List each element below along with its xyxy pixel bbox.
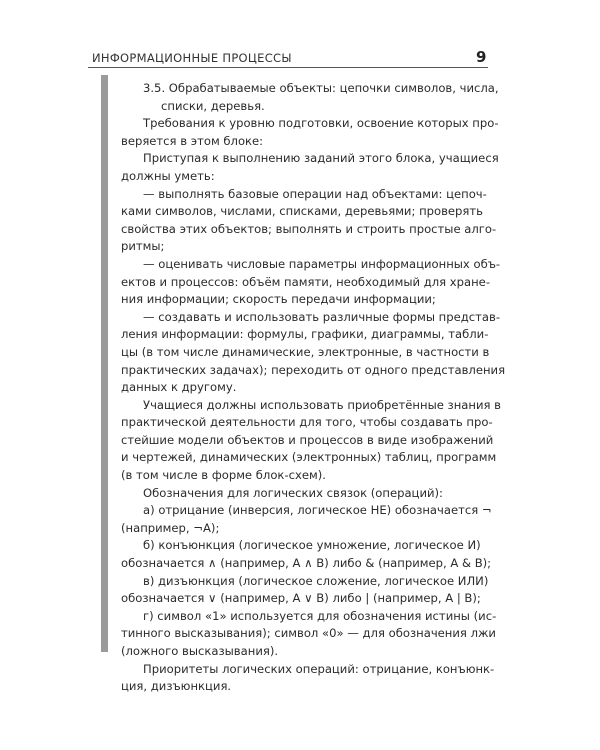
body-text: [121, 80, 506, 696]
text-line: ления информации: формулы, графики, диаграммы, табли-: [121, 327, 489, 342]
text-line: должны уметь:: [121, 168, 215, 183]
text-line: обозначается ∧ (например, А ∧ В) либо & (например, А & В);: [121, 556, 492, 571]
text-line: в) дизъюнкция (логическое сложение, логическое ИЛИ): [143, 573, 489, 588]
text-line: Учащиеся должны использовать приобретённые знания в: [143, 397, 502, 412]
running-header-title: ИНФОРМАЦИОННЫЕ ПРОЦЕССЫ: [92, 51, 292, 65]
header-divider: [88, 67, 488, 68]
text-line: обозначается ∨ (например, А ∨ В) либо | (например, А | В);: [121, 591, 481, 606]
text-line: (в том числе в форме блок-схем).: [121, 468, 326, 483]
text-line: — оценивать числовые параметры информационных объ-: [143, 256, 501, 271]
text-line: ритмы;: [121, 239, 165, 254]
text-line: ками символов, числами, списками, деревьями; проверять: [121, 204, 483, 219]
text-line: ция, дизъюнкция.: [121, 679, 232, 694]
margin-bar: [101, 75, 108, 652]
text-line: Приоритеты логических операций: отрицание, конъюнк-: [143, 661, 495, 676]
page-number: 9: [476, 48, 487, 66]
text-line: — выполнять базовые операции над объектами: цепоч-: [143, 186, 487, 201]
text-line: тинного высказывания); символ «0» — для обозначения лжи: [121, 626, 496, 641]
text-line: Приступая к выполнению заданий этого блока, учащиеся: [143, 151, 499, 166]
text-line: ектов и процессов: объём памяти, необходимый для хране-: [121, 274, 490, 289]
text-line: 3.5. Обрабатываемые объекты: цепочки символов, числа,: [143, 81, 499, 95]
text-line: ния информации; скорость передачи информации;: [121, 292, 436, 307]
text-line: а) отрицание (инверсия, логическое НЕ) обозначается ¬: [143, 503, 492, 518]
text-line: практических задачах); переходить от одного представления: [121, 362, 506, 377]
text-line: Требования к уровню подготовки, освоение которых про-: [143, 116, 499, 131]
text-line: стейшие модели объектов и процессов в виде изображений: [121, 432, 494, 447]
text-line: Обозначения для логических связок (операций):: [143, 485, 443, 500]
text-line: практической деятельности для того, чтобы создавать про-: [121, 415, 493, 430]
text-line: цы (в том числе динамические, электронные, в частности в: [121, 344, 490, 359]
text-line: (например, ¬А);: [121, 520, 220, 535]
text-line: данных к другому.: [121, 380, 237, 395]
text-line: списки, деревья.: [161, 98, 265, 113]
text-line: свойства этих объектов; выполнять и строить простые алго-: [121, 221, 497, 236]
text-line: (ложного высказывания).: [121, 644, 279, 658]
text-line: б) конъюнкция (логическое умножение, логическое И): [143, 538, 481, 553]
text-line: — создавать и использовать различные формы представ-: [143, 309, 501, 324]
text-line: веряется в этом блоке:: [121, 133, 264, 148]
text-line: и чертежей, динамических (электронных) таблиц, программ: [121, 450, 497, 465]
text-line: г) символ «1» используется для обозначения истины (ис-: [143, 608, 497, 623]
